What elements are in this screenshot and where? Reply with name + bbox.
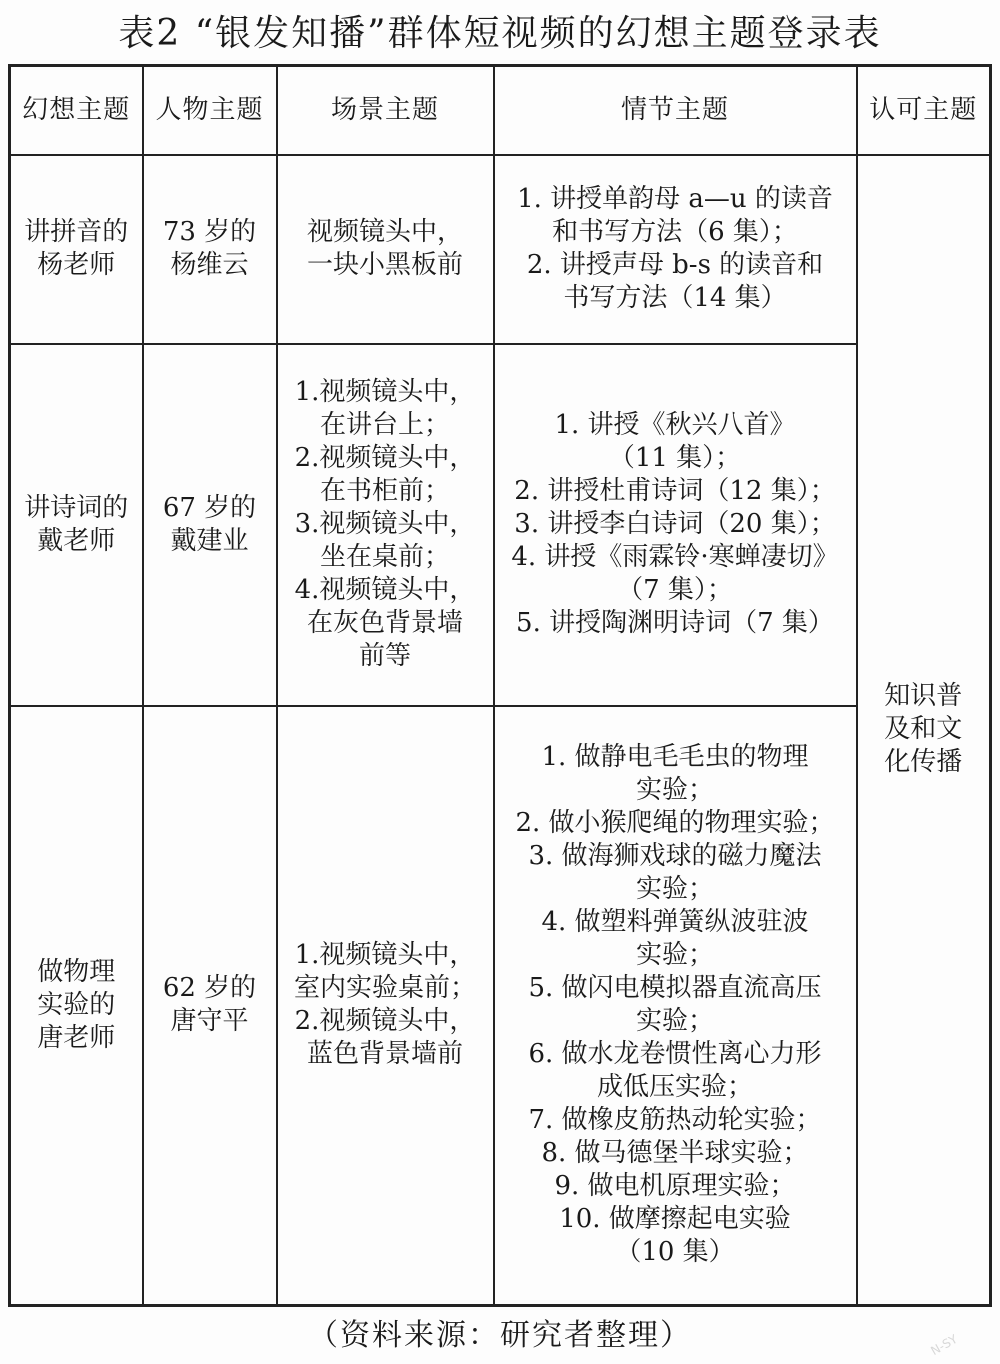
cell-line: 在灰色背景墙 bbox=[306, 608, 463, 638]
cell-line: 书写方法（14 集） bbox=[563, 283, 787, 313]
cell-line: 杨老师 bbox=[37, 250, 116, 280]
source-note: （资料来源：研究者整理） bbox=[308, 1318, 692, 1353]
cell-line: 62 岁的 bbox=[162, 973, 257, 1004]
cell-line: 戴建业 bbox=[170, 525, 249, 556]
fantasy-cell bbox=[10, 344, 143, 706]
scene-cell bbox=[277, 344, 494, 706]
cell-line: 5. 讲授陶渊明诗词（7 集） bbox=[516, 608, 834, 638]
header-recognition-theme: 认可主题 bbox=[857, 66, 991, 155]
cell-line: 唐守平 bbox=[170, 1006, 249, 1037]
cell-line: 73 岁的 bbox=[162, 217, 257, 247]
cell-line: 实验； bbox=[635, 775, 714, 806]
table-title: 表2 “银发知播”群体短视频的幻想主题登录表 bbox=[118, 13, 882, 54]
cell-line: （10 集） bbox=[615, 1237, 735, 1268]
cell-line: 和书写方法（6 集）； bbox=[552, 217, 798, 247]
scene-cell bbox=[277, 155, 494, 344]
cell-line: 1. 做静电毛毛虫的物理 bbox=[541, 742, 809, 773]
cell-line: （7 集）； bbox=[617, 575, 733, 605]
header-scene-theme: 场景主题 bbox=[277, 66, 494, 155]
fantasy-cell bbox=[10, 155, 143, 344]
cell-line: 6. 做水龙卷惯性离心力形 bbox=[528, 1039, 822, 1070]
cell-line: 5. 做闪电模拟器直流高压 bbox=[528, 973, 822, 1004]
cell-line: 坐在桌前； bbox=[319, 542, 450, 572]
cell-line: 视频镜头中， bbox=[306, 217, 463, 247]
header-person-theme: 人物主题 bbox=[143, 66, 277, 155]
cell-line: 4.视频镜头中， bbox=[294, 575, 476, 605]
watermark: N-SY bbox=[928, 1331, 960, 1359]
person-cell bbox=[143, 155, 277, 344]
cell-line: 3. 做海狮戏球的磁力魔法 bbox=[528, 841, 822, 872]
cell-line: 实验； bbox=[635, 940, 714, 971]
table-row bbox=[10, 344, 991, 706]
table-row bbox=[10, 706, 991, 1306]
cell-line: 1. 讲授单韵母 a—u 的读音 bbox=[517, 184, 833, 214]
fantasy-cell bbox=[10, 706, 143, 1306]
plot-cell bbox=[494, 706, 857, 1306]
cell-line: 3.视频镜头中， bbox=[294, 509, 476, 539]
cell-line: 知识普 bbox=[884, 681, 963, 712]
cell-line: 4. 做塑料弹簧纵波驻波 bbox=[541, 907, 809, 938]
cell-line: 唐老师 bbox=[37, 1022, 116, 1053]
cell-line: 1.视频镜头中， bbox=[294, 377, 476, 407]
cell-line: 在讲台上； bbox=[319, 410, 450, 440]
cell-line: 1. 讲授《秋兴八首》 bbox=[554, 410, 796, 440]
cell-line: 2.视频镜头中， bbox=[294, 1006, 476, 1037]
cell-line: 做物理 bbox=[37, 956, 116, 987]
cell-line: 一块小黑板前 bbox=[306, 250, 463, 280]
cell-line: 杨维云 bbox=[170, 250, 249, 280]
cell-line: 及和文 bbox=[884, 714, 963, 745]
cell-line: 2. 讲授声母 b-s 的读音和 bbox=[526, 250, 824, 280]
cell-line: 实验； bbox=[635, 1006, 714, 1037]
cell-line: 2. 讲授杜甫诗词（12 集）； bbox=[514, 476, 836, 506]
cell-line: 1.视频镜头中， bbox=[294, 940, 476, 971]
cell-line: 8. 做马德堡半球实验； bbox=[541, 1138, 809, 1169]
cell-line: 2.视频镜头中， bbox=[294, 443, 476, 473]
cell-line: 讲拼音的 bbox=[24, 217, 129, 247]
cell-line: 4. 讲授《雨霖铃·寒蝉凄切》 bbox=[511, 542, 839, 572]
person-cell bbox=[143, 344, 277, 706]
plot-cell bbox=[494, 344, 857, 706]
cell-line: 室内实验桌前； bbox=[293, 973, 476, 1004]
header-row bbox=[10, 66, 991, 155]
cell-line: 戴老师 bbox=[37, 525, 116, 556]
cell-line: 3. 讲授李白诗词（20 集）； bbox=[514, 509, 836, 539]
cell-line: 10. 做摩擦起电实验 bbox=[559, 1204, 791, 1235]
cell-line: 前等 bbox=[358, 641, 411, 671]
cell-line: 67 岁的 bbox=[162, 492, 257, 523]
cell-line: 讲诗词的 bbox=[24, 492, 129, 523]
fantasy-theme-table bbox=[8, 64, 992, 1307]
header-fantasy-theme: 幻想主题 bbox=[10, 66, 143, 155]
cell-line: 化传播 bbox=[884, 747, 963, 778]
cell-line: 实验的 bbox=[37, 989, 116, 1020]
cell-line: 7. 做橡皮筋热动轮实验； bbox=[528, 1105, 822, 1136]
cell-line: 实验； bbox=[635, 874, 714, 905]
scene-cell bbox=[277, 706, 494, 1306]
cell-line: 成低压实验； bbox=[596, 1072, 753, 1103]
cell-line: （11 集）； bbox=[608, 443, 742, 473]
header-plot-theme: 情节主题 bbox=[494, 66, 857, 155]
cell-line: 蓝色背景墙前 bbox=[306, 1039, 463, 1070]
plot-cell bbox=[494, 155, 857, 344]
table-row bbox=[10, 155, 991, 344]
cell-line: 在书柜前； bbox=[319, 476, 450, 506]
person-cell bbox=[143, 706, 277, 1306]
cell-line: 2. 做小猴爬绳的物理实验； bbox=[515, 808, 835, 839]
recognition-cell bbox=[857, 155, 991, 1306]
cell-line: 9. 做电机原理实验； bbox=[554, 1171, 796, 1202]
